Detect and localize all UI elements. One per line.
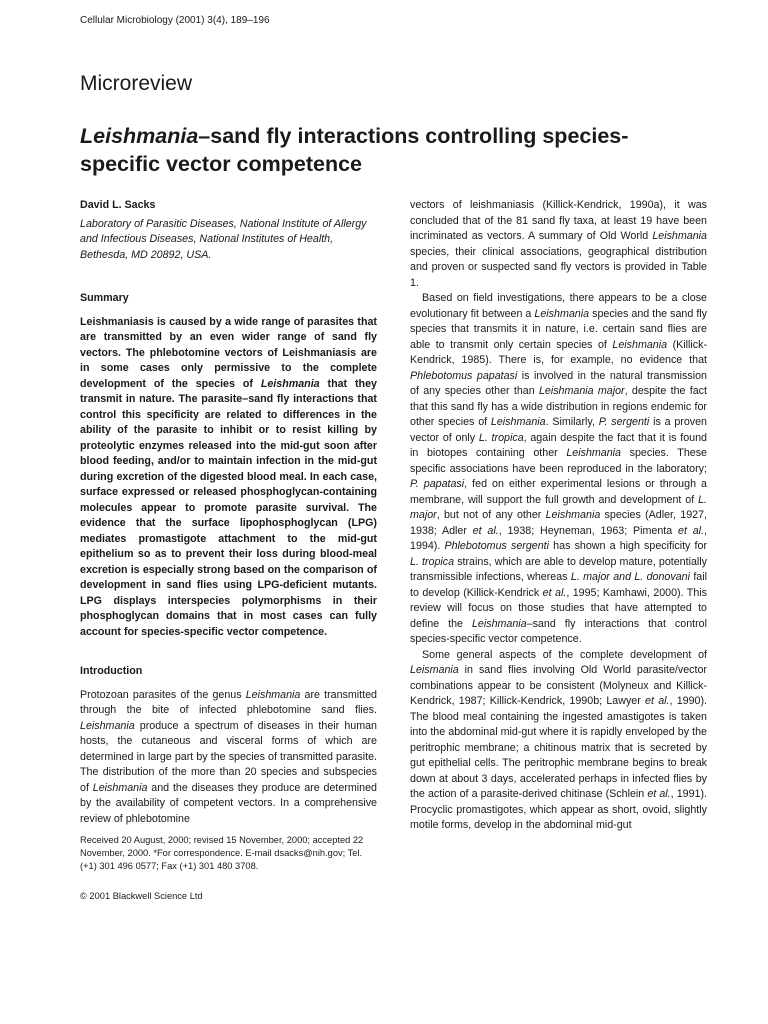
text-run: has shown a high specificity for xyxy=(549,540,710,552)
body-paragraph-2 xyxy=(410,291,710,648)
text-run: vectors of leishmaniasis (Killick-Kendrick, 1990a), it was concluded that of the 81 sand fly taxa, at least 19 have been incriminated as vectors. A summary of Old World xyxy=(410,199,710,242)
italic-text-run: L. major and L. donovani xyxy=(570,571,690,583)
left-column xyxy=(80,198,380,905)
italic-text-run: et al. xyxy=(678,524,705,537)
italic-text-run: Leishmania xyxy=(471,617,527,630)
italic-text-run: L. tropica xyxy=(410,555,455,568)
introduction-heading: Introduction xyxy=(80,665,143,677)
body-paragraph-1 xyxy=(410,198,710,291)
italic-text-run: Phlebotomus sergenti xyxy=(444,540,550,552)
italic-text-run: P. papatasi xyxy=(410,478,465,490)
text-run: in sand flies involving Old World parasite/vector combinations appear to be consistent (Molyneux and Killick-Kendrick, 1987; Killick-Kendrick, 1990b; Lawyer xyxy=(410,664,710,707)
running-head: Cellular Microbiology (2001) 3(4), 189–196 xyxy=(80,15,270,26)
summary-text xyxy=(80,315,380,641)
text-run: species, their clinical associations, geographical distribution and proven or suspected sand fly vectors is provided in Table 1. xyxy=(410,230,710,289)
italic-text-run: Leishmania xyxy=(612,338,668,351)
italic-text-run: Leishmania xyxy=(545,509,601,521)
italic-text-run: L. tropica xyxy=(478,431,524,444)
text-run: Leishmaniasis is caused by a wide range of parasites that are transmitted by an even wider range of sand fly vectors. The phlebotomine vectors of Leishmaniasis are in some cases only permissive to the complete development of the species of xyxy=(80,315,380,390)
text-run: strains, which are able to develop mature, potentially transmissible infections, whereas xyxy=(410,555,710,583)
italic-text-run: Leishmania xyxy=(245,688,301,701)
text-run: , again despite the fact that it is found in biotopes containing other xyxy=(410,431,710,459)
author-affiliation: Laboratory of Parasitic Diseases, National Institute of Allergy and Infectious Diseases, National Institutes of Health, Bethesda, MD 20892, USA. xyxy=(80,217,367,261)
body-paragraph-3 xyxy=(410,648,710,834)
text-run: Based on field investigations, there appears to be a close evolutionary fit between a xyxy=(410,292,710,320)
text-run: produce a spectrum of diseases in their human hosts, the cutaneous and visceral forms of which are determined in large part by the species of transmitted parasite. The distribution of the more than 20 species and subspecies of xyxy=(80,719,380,794)
text-run: , despite the fact that this sand fly has a wide distribution in regions endemic for other species of xyxy=(410,385,710,428)
italic-text-run: Phlebotomus papatasi xyxy=(410,369,518,382)
article-title xyxy=(80,122,680,178)
text-run: Some general aspects of the complete development of xyxy=(422,648,710,661)
text-run: , 1995; Kamhawi, 2000). This review will focus on those studies that have attempted to define the xyxy=(410,586,710,630)
italic-text-run: Leishmania xyxy=(534,307,590,320)
text-run: Received 20 August, 2000; revised 15 November, 2000; accepted 22 November, 2000. *For correspondence. E-mail dsacks@nih.gov; Tel. (+1) 301 496 0577; Fax (+1) 301 480 3708. xyxy=(80,835,366,871)
text-run: species. These specific associations have been reproduced in the laboratory; xyxy=(410,447,710,475)
italic-text-run: Leismania xyxy=(410,664,459,676)
italic-text-run: et al. xyxy=(542,586,567,599)
text-run: , 1994). xyxy=(410,524,710,552)
text-run: that they transmit in nature. The parasite–sand fly interactions that control this specificity are related to differences in the ability of the parasite to inhibit or to resist killing by proteolytic enzymes released into the mid-gut soon after blood feeding, and/or to maintain infection in the mid-gut during excretion of the digested blood meal. In each case, surface expressed or released phosphoglycan-containing molecules appear to promote parasite survival. The evidence that the surface lipophosphoglycan (LPG) mediates promastigote attachment to the mid-gut epithelium so as to prevent their loss during blood-meal excretion is especially strong based on the comparison of development in sand flies using LPG-deficient mutants. LPG displays interspecies polymorphisms in their phosphoglycan domains that in most cases can fully account for species-specific vector competence. xyxy=(80,377,380,638)
italic-text-run: Leishmania xyxy=(80,124,199,148)
text-run: species (Adler, 1927, 1938; Adler xyxy=(410,509,710,537)
text-run: fail to develop (Killick-Kendrick xyxy=(410,571,710,599)
text-run: , fed on either experimental lesions or through a membrane, will support the full growth and development of xyxy=(410,478,710,506)
italic-text-run: et al. xyxy=(472,524,499,537)
italic-text-run: L. major xyxy=(410,493,710,521)
right-column xyxy=(410,198,710,834)
text-run: , but not of any other xyxy=(436,509,546,521)
section-kicker: Microreview xyxy=(80,72,193,95)
copyright-notice: © 2001 Blackwell Science Ltd xyxy=(80,891,203,901)
italic-text-run: Leishmania xyxy=(92,781,148,794)
text-run: is a proven vector of only xyxy=(410,416,710,444)
text-run: . Similarly, xyxy=(545,416,599,428)
italic-text-run: Leishmania xyxy=(80,719,135,732)
text-run: , 1938; Heyneman, 1963; Pimenta xyxy=(498,524,679,537)
text-run: and the diseases they produce are determined by the availability of competent vectors. In a comprehensive review of phlebotomine xyxy=(80,781,380,825)
text-run: species and the sand fly species that transmits it in nature, i.e. certain sand flies are able to transmit only certain species of xyxy=(410,307,710,351)
italic-text-run: Leishmania major xyxy=(538,385,625,397)
italic-text-run: Leishmania xyxy=(260,377,320,390)
text-run: is involved in the natural transmission of any species other than xyxy=(410,369,710,397)
italic-text-run: et al. xyxy=(645,695,670,707)
text-run: (Killick-Kendrick, 1985). There is, for example, no evidence that xyxy=(410,338,710,366)
summary-heading: Summary xyxy=(80,292,129,304)
text-run: –sand fly interactions that control species-specific vector competence. xyxy=(410,617,710,645)
author-name: David L. Sacks xyxy=(80,199,156,211)
italic-text-run: Leishmania xyxy=(490,416,546,428)
italic-text-run: et al. xyxy=(647,788,671,800)
text-run: , 1990). The blood meal containing the ingested amastigotes is taken into the abdominal mid-gut where it is rapidly enveloped by the peritrophic membrane; a chitinous matrix that is secreted by gut epithelial cells. The peritrophic membrane begins to break down at about 3 days, accelerated perhaps in infected flies by the action of a parasite-derived chitinase (Schlein xyxy=(410,695,710,800)
text-run: are transmitted through the bite of infected phlebotomine sand flies. xyxy=(80,688,380,716)
text-run: –sand fly interactions controlling species-specific vector competence xyxy=(80,124,629,176)
italic-text-run: P. sergenti xyxy=(598,416,650,428)
text-run: , 1991). Procyclic promastigotes, which appear as short, ovoid, slightly motile forms, develop in the abdominal mid-gut xyxy=(410,788,710,831)
received-footnote xyxy=(80,834,377,873)
introduction-paragraph xyxy=(80,688,380,828)
italic-text-run: Leishmania xyxy=(652,230,707,242)
text-run: Protozoan parasites of the genus xyxy=(80,688,246,701)
italic-text-run: Leishmania xyxy=(566,447,622,459)
